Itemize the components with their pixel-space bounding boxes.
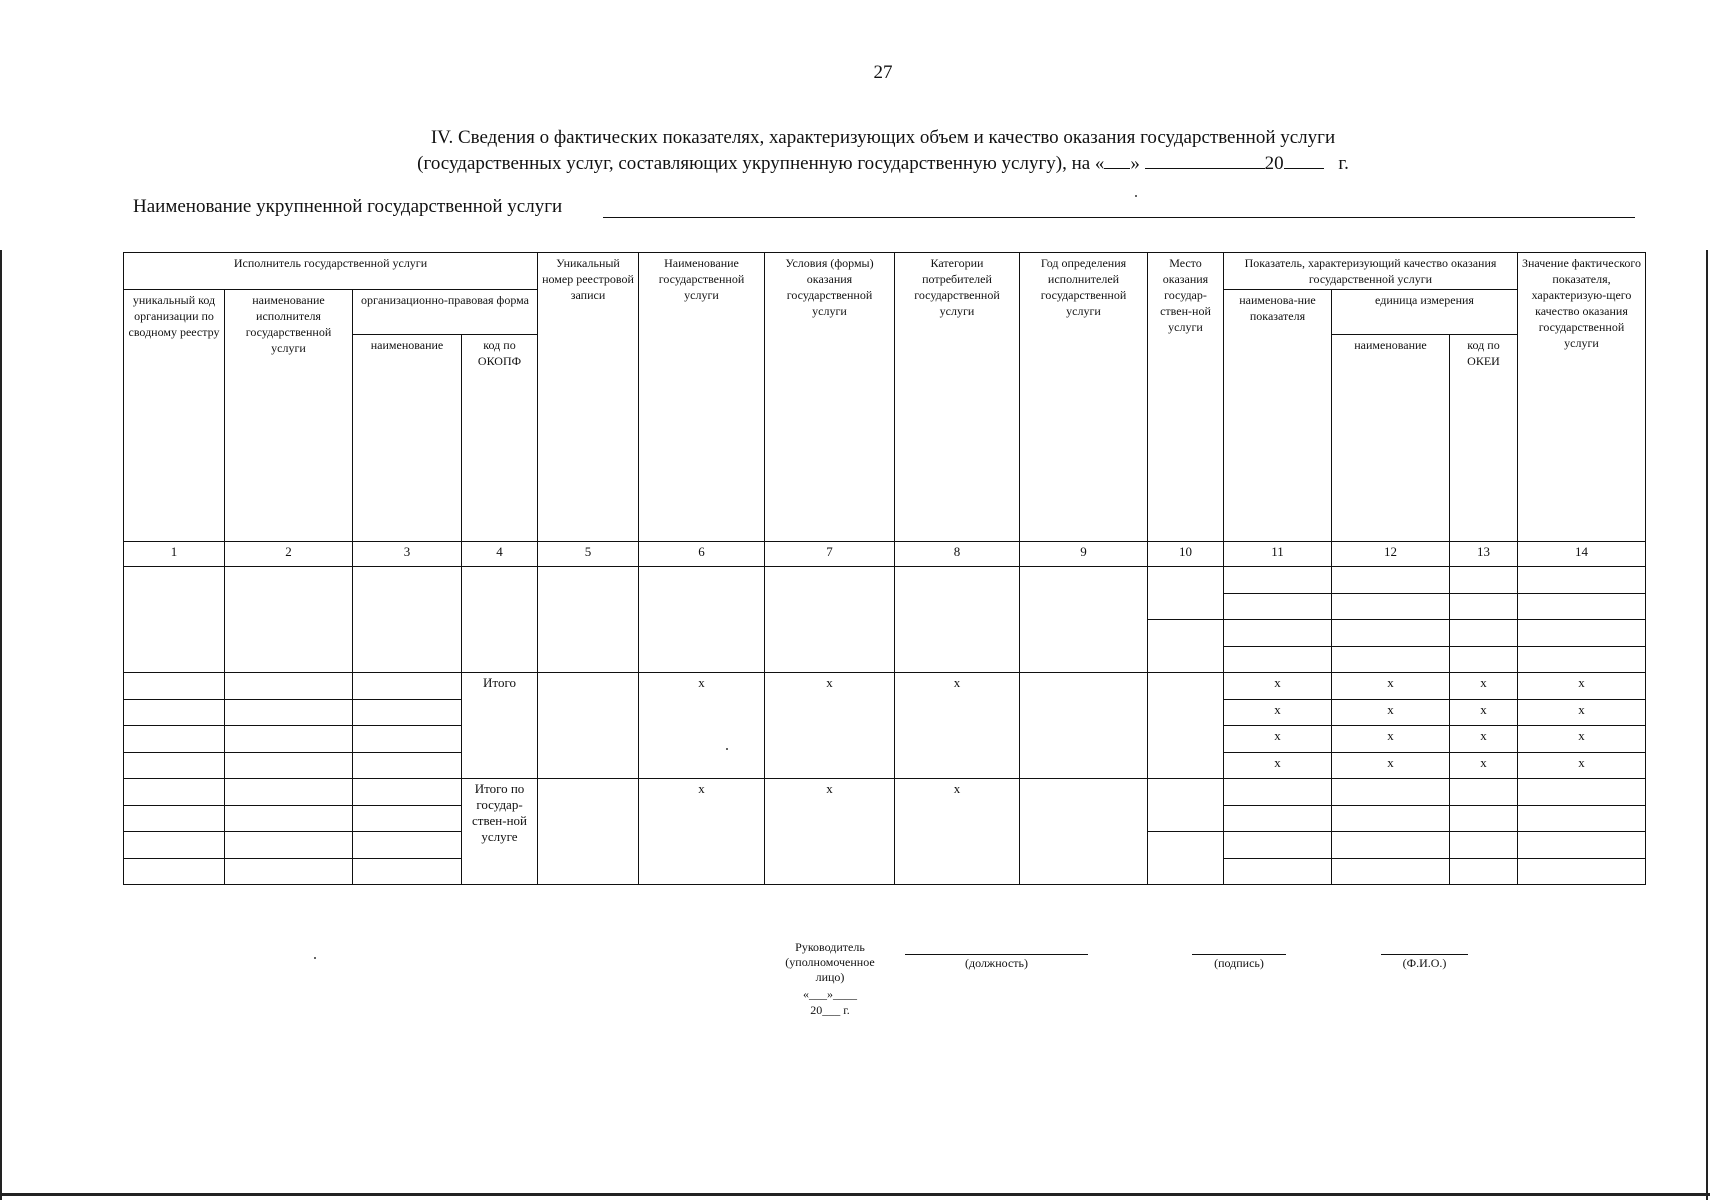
x-mark: x [1518,673,1646,700]
total-row [124,673,1646,700]
column-number: 6 [639,542,765,567]
day-blank[interactable] [1104,150,1130,169]
date-line-2: 20___ г. [810,1003,850,1017]
table-cell[interactable] [1450,832,1518,859]
table-cell[interactable] [225,673,353,700]
table-cell[interactable] [895,567,1020,673]
header-place: Место оказания государ-ствен-ной услуги [1148,253,1224,542]
table-cell[interactable] [225,567,353,673]
x-mark: x [1518,699,1646,726]
x-mark: x [1224,752,1332,779]
table-cell[interactable] [1450,620,1518,647]
head-label: Руководитель (уполномоченное лицо) [785,940,875,984]
position-line[interactable] [905,954,1088,955]
table-cell[interactable] [353,858,462,885]
scan-speck [314,957,316,959]
table-cell[interactable] [1224,593,1332,620]
column-number: 7 [765,542,895,567]
table-cell[interactable] [1148,567,1224,620]
table-cell[interactable] [1224,620,1332,647]
table-cell[interactable] [124,805,225,832]
heading-year-suffix: г. [1338,153,1349,174]
table-cell[interactable] [1518,646,1646,673]
table-cell[interactable] [1224,646,1332,673]
table-cell[interactable] [1332,593,1450,620]
table-cell[interactable] [1450,567,1518,594]
table-cell[interactable] [1450,858,1518,885]
table-cell[interactable] [538,673,639,779]
fio-label: (Ф.И.О.) [1402,956,1447,970]
table-cell[interactable] [1332,779,1450,806]
table-cell[interactable] [1332,832,1450,859]
table-cell[interactable] [1224,832,1332,859]
column-number: 12 [1332,542,1450,567]
table-cell[interactable] [1450,805,1518,832]
table-cell[interactable] [1020,779,1148,885]
service-total-label: Итого по государ-ствен-ной услуге [462,779,538,885]
section-heading [0,125,1710,176]
header-year-executors: Год определения исполнителей государственной услуги [1020,253,1148,542]
signature-caption: (подпись) [1214,956,1264,970]
x-mark: x [1332,699,1450,726]
table-cell[interactable] [1518,567,1646,594]
table-cell[interactable] [124,832,225,859]
service-name-field[interactable] [603,217,1635,218]
month-blank[interactable] [1145,150,1265,169]
column-number: 3 [353,542,462,567]
x-mark: x [765,673,895,779]
table-cell[interactable] [1518,620,1646,647]
column-number: 4 [462,542,538,567]
x-mark: x [639,673,765,779]
position-label: (должность) [965,956,1028,970]
x-mark: x [1450,726,1518,753]
column-numbers-row [124,542,1646,567]
report-table [123,252,1646,885]
table-cell[interactable] [225,726,353,753]
table-cell[interactable] [225,832,353,859]
heading-line-2 [0,150,1710,176]
table-cell[interactable] [353,832,462,859]
page-number: 27 [873,62,893,83]
heading-line-1: IV. Сведения о фактических показателях, характеризующих объем и качество оказания государственной услуги [430,127,1336,148]
table-cell[interactable] [353,779,462,806]
fio-line[interactable] [1381,954,1468,955]
header-unit-name: наименование [1332,335,1450,542]
table-cell[interactable] [462,567,538,673]
table-cell[interactable] [1450,779,1518,806]
table-cell[interactable] [353,673,462,700]
header-executor-name: наименование исполнителя государственной услуги [225,290,353,542]
heading-year-prefix: 20 [1264,153,1284,174]
table-cell[interactable] [225,699,353,726]
heading-line-2-text: (государственных услуг, составляющих укрупненную государственную услугу), на « [417,153,1105,174]
x-mark: x [1224,673,1332,700]
heading-quote-close: » [1130,153,1140,174]
x-mark: x [1224,726,1332,753]
column-number: 5 [538,542,639,567]
column-number: 14 [1518,542,1646,567]
column-number: 13 [1450,542,1518,567]
scan-frame-right [1706,250,1708,1200]
year-blank[interactable] [1284,150,1324,169]
header-registry-number: Уникальный номер реестровой записи [538,253,639,542]
table-cell[interactable] [225,752,353,779]
scan-frame-bottom [0,1193,1710,1196]
table-cell[interactable] [1518,832,1646,859]
x-mark: x [1450,673,1518,700]
x-mark: x [1332,726,1450,753]
table-cell[interactable] [1020,673,1148,779]
table-cell[interactable] [124,858,225,885]
header-conditions: Условия (формы) оказания государственной услуги [765,253,895,542]
header-actual-value: Значение фактического показателя, характеризую-щего качество оказания государственной услуги [1518,253,1646,542]
table-cell[interactable] [353,567,462,673]
table-cell[interactable] [1020,567,1148,673]
table-cell[interactable] [1450,593,1518,620]
table-cell[interactable] [1224,858,1332,885]
header-okei-code: код по ОКЕИ [1450,335,1518,542]
table-cell[interactable] [538,567,639,673]
table-cell[interactable] [1332,858,1450,885]
table-cell[interactable] [1148,832,1224,885]
column-number: 8 [895,542,1020,567]
header-executor: Исполнитель государственной услуги [124,253,538,290]
table-cell[interactable] [765,567,895,673]
x-mark: x [1332,752,1450,779]
table-cell[interactable] [124,779,225,806]
scan-frame-left [0,250,2,1200]
table-cell[interactable] [1518,858,1646,885]
column-number: 10 [1148,542,1224,567]
table-cell[interactable] [1332,620,1450,647]
header-unique-code: уникальный код организации по сводному реестру [124,290,225,542]
table-cell[interactable] [1332,646,1450,673]
table-cell[interactable] [124,699,225,726]
table-cell[interactable] [1518,779,1646,806]
table-cell[interactable] [1148,673,1224,779]
column-number: 2 [225,542,353,567]
table-cell[interactable] [1332,567,1450,594]
header-quality-indicator: Показатель, характеризующий качество оказания государственной услуги [1224,253,1518,290]
column-number: 9 [1020,542,1148,567]
x-mark: x [639,779,765,885]
table-cell[interactable] [225,779,353,806]
table-cell[interactable] [1148,620,1224,673]
table-cell[interactable] [1518,805,1646,832]
x-mark: x [1332,673,1450,700]
total-label: Итого [462,673,538,779]
signature-line[interactable] [1192,954,1286,955]
x-mark: x [1518,752,1646,779]
x-mark: x [1224,699,1332,726]
header-org-form: организационно-правовая форма [353,290,538,335]
table-cell[interactable] [124,673,225,700]
column-number: 1 [124,542,225,567]
table-cell[interactable] [225,805,353,832]
date-line-1: «___»____ [803,987,857,1001]
table-cell[interactable] [225,858,353,885]
table-cell[interactable] [353,699,462,726]
table-cell[interactable] [639,567,765,673]
header-unit: единица измерения [1332,290,1518,335]
scan-speck [726,748,728,750]
table-cell[interactable] [1224,779,1332,806]
table-cell[interactable] [1224,567,1332,594]
scan-speck [1135,195,1137,197]
column-number: 11 [1224,542,1332,567]
table-cell[interactable] [124,752,225,779]
table-cell[interactable] [1332,805,1450,832]
header-org-form-name: наименование [353,335,462,542]
x-mark: x [1518,726,1646,753]
header-categories: Категории потребителей государственной услуги [895,253,1020,542]
x-mark: x [1450,699,1518,726]
table-cell[interactable] [353,726,462,753]
x-mark: x [1450,752,1518,779]
service-total-row [124,779,1646,806]
header-okopf-code: код по ОКОПФ [462,335,538,542]
table-cell[interactable] [538,779,639,885]
x-mark: x [895,779,1020,885]
service-name-label: Наименование укрупненной государственной услуги [133,196,563,217]
table-cell[interactable] [124,726,225,753]
header-service-name: Наименование государственной услуги [639,253,765,542]
table-cell[interactable] [124,567,225,673]
table-cell[interactable] [1450,646,1518,673]
table-cell[interactable] [353,752,462,779]
table-cell[interactable] [1518,593,1646,620]
table-row [124,567,1646,594]
x-mark: x [765,779,895,885]
table-cell[interactable] [1148,779,1224,832]
x-mark: x [895,673,1020,779]
table-cell[interactable] [1224,805,1332,832]
table-cell[interactable] [353,805,462,832]
header-indicator-name: наименова-ние показателя [1224,290,1332,542]
